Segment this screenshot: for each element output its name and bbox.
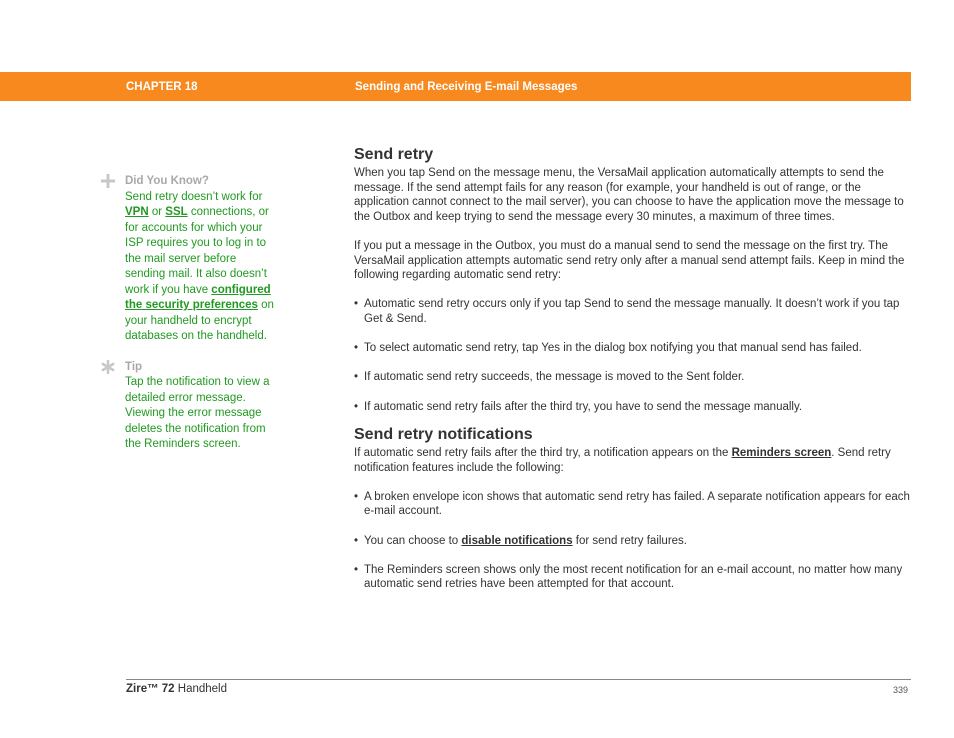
disable-notifications-link[interactable]: disable notifications [461, 534, 573, 547]
send-retry-heading: Send retry [354, 146, 434, 163]
did-you-know-text-or: or [148, 206, 166, 218]
list-item: • If automatic send retry succeeds, the message is moved to the Sent folder. [354, 370, 911, 385]
footer-divider [126, 679, 911, 680]
list-item: • A broken envelope icon shows that automatic send retry has failed. A separate notification appears for each e-mail account. [354, 490, 911, 519]
footer-product-name [126, 683, 227, 695]
did-you-know-heading: Did You Know? [125, 175, 209, 187]
list-item [354, 534, 911, 549]
send-retry-notifications-heading: Send retry notifications [354, 426, 533, 444]
list-item: • The Reminders screen shows only the most recent notification for an e-mail account, no matter how many automatic send retries have been attempted for that account. [354, 563, 911, 592]
reminders-screen-link[interactable]: Reminders screen [731, 447, 832, 460]
did-you-know-box [101, 174, 276, 345]
tip-heading: Tip [125, 360, 143, 373]
notifications-para-post: . Send retry notification features include the following: [354, 447, 891, 474]
did-you-know-text-3: on your handheld to encrypt databases on the handheld. [125, 299, 274, 342]
did-you-know-text-1: Send retry doesn’t work for [125, 190, 263, 203]
did-you-know-text [125, 190, 276, 345]
list-item: • If automatic send retry fails after the third try, you have to send the message manually. [354, 400, 911, 415]
send-retry-para-2: If you put a message in the Outbox, you must do a manual send to send the message on the first try. The VersaMail application attempts automatic send retry only after a manual send attempt fails. Keep in mind the following regarding automatic send retry: [354, 239, 905, 282]
list-item: • Automatic send retry occurs only if you tap Send to send the message manually. It doesn’t work if you tap Get & Send. [354, 297, 911, 326]
notifications-para-pre: If automatic send retry fails after the third try, a notification appears on the [354, 447, 732, 460]
vpn-link[interactable]: VPN [125, 206, 149, 218]
notifications-para [354, 446, 911, 475]
security-preferences-link[interactable]: configured the security preferences [125, 283, 271, 311]
page-number: 339 [893, 685, 909, 695]
chapter-header-bar [0, 72, 911, 101]
asterisk-icon [101, 360, 115, 376]
list-item: • To select automatic send retry, tap Yes in the dialog box notifying you that manual send has failed. [354, 341, 911, 356]
chapter-title: Sending and Receiving E-mail Messages [355, 81, 578, 93]
footer-product-rest: Handheld [174, 683, 228, 695]
footer-product-bold: Zire™ 72 [126, 683, 175, 695]
bullet2-post: for send retry failures. [572, 534, 687, 547]
tip-box [101, 360, 276, 453]
did-you-know-text-2: connections, or for accounts for which your ISP requires you to log in to the mail server before sending mail. It also doesn’t work if you have [125, 206, 269, 296]
plus-icon [101, 174, 115, 190]
bullet2-pre: You can choose to [364, 534, 462, 547]
main-content [354, 144, 911, 592]
ssl-link[interactable]: SSL [165, 206, 188, 218]
tip-text: Tap the notification to view a detailed error message. Viewing the error message deletes the notification from the Reminders screen. [125, 376, 270, 450]
sidebar [101, 174, 276, 453]
send-retry-para-1: When you tap Send on the message menu, the VersaMail application automatically attempts to send the message. If the send attempt fails for any reason (for example, your handheld is out of range, or the application cannot connect to the mail server), you can choose to have the application move the message to the Outbox and keep trying to send the message every 30 minutes, a maximum of three times. [354, 167, 904, 223]
chapter-number: CHAPTER 18 [126, 81, 198, 93]
